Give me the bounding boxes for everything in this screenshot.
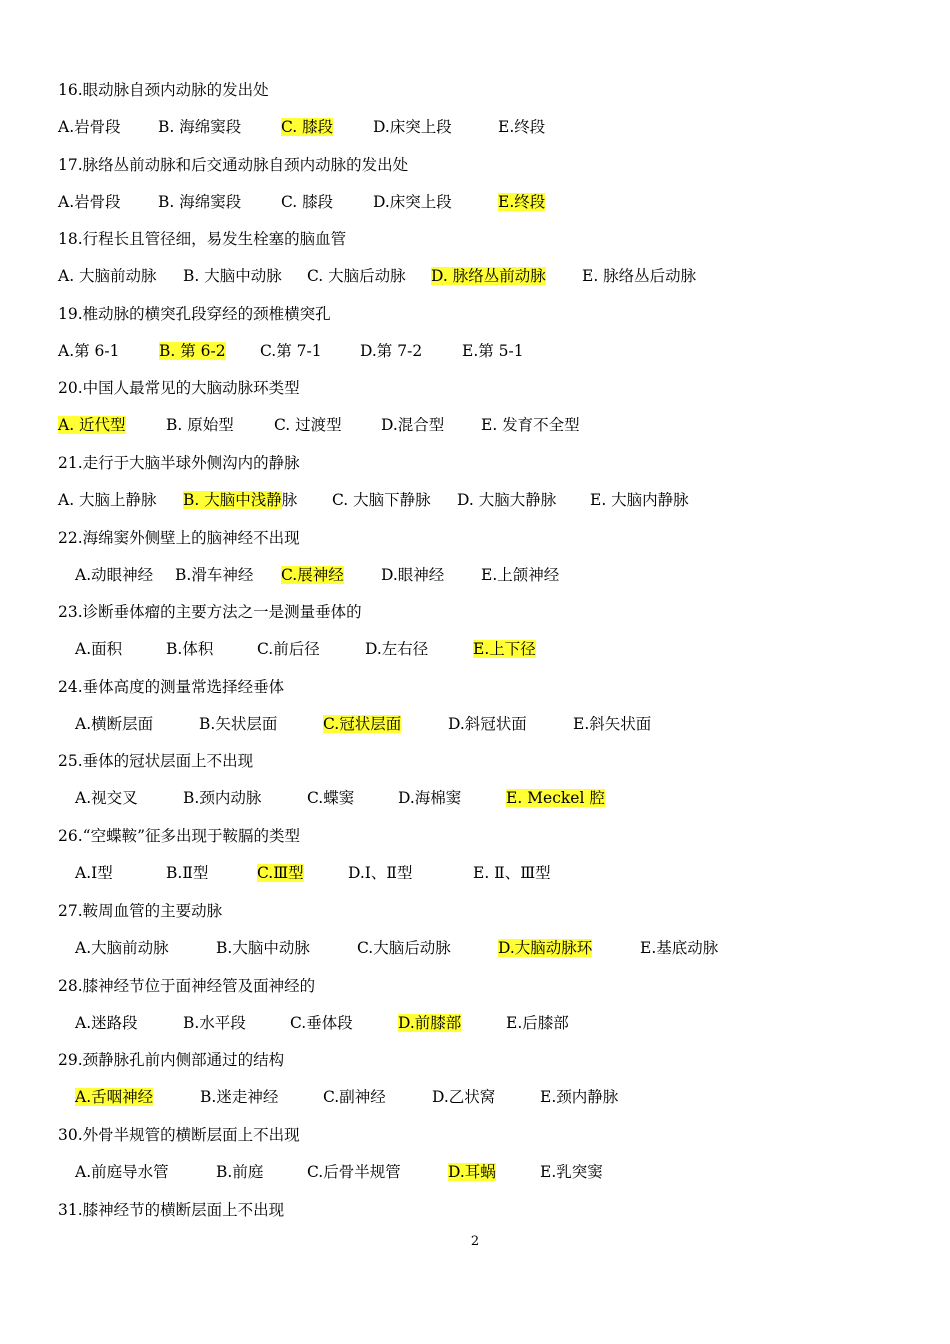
- option-text: E.后膝部: [506, 1014, 569, 1032]
- question-text: 16.眼动脉自颈内动脉的发出处: [58, 81, 269, 99]
- option: [216, 937, 310, 959]
- option-text: B. 海绵窦段: [158, 193, 242, 211]
- option-text: E.上颌神经: [481, 566, 560, 584]
- option-text: A.前庭导水管: [75, 1163, 169, 1181]
- option: [498, 191, 545, 213]
- option: [257, 862, 304, 884]
- option-row: [0, 564, 950, 586]
- answer-option-text: E.上下径: [473, 640, 536, 658]
- option: [158, 191, 241, 213]
- option: [216, 1161, 263, 1183]
- option-text: C.副神经: [323, 1088, 386, 1106]
- option: [307, 1161, 401, 1183]
- answer-option-text: B. 大脑中浅静: [183, 491, 282, 509]
- option: [75, 1012, 138, 1034]
- option-row: [0, 489, 950, 511]
- option: [582, 265, 696, 287]
- option-text: A.横断层面: [75, 715, 154, 733]
- question-text: 24.垂体高度的测量常选择经垂体: [58, 678, 285, 696]
- option-text: C.后骨半规管: [307, 1163, 401, 1181]
- option: [159, 340, 226, 362]
- option-text: A.动眼神经: [75, 566, 154, 584]
- question-text: 31.膝神经节的横断层面上不出现: [58, 1201, 285, 1219]
- option-text: B.水平段: [183, 1014, 246, 1032]
- option-text: A.迷路段: [75, 1014, 138, 1032]
- option-text: B.大脑中动脉: [216, 939, 310, 957]
- option-text: E.基底动脉: [640, 939, 719, 957]
- option-row: [0, 414, 950, 436]
- option-text: A. 大脑上静脉: [58, 491, 157, 509]
- option: [75, 1086, 153, 1108]
- option: [166, 414, 234, 436]
- option: [473, 862, 551, 884]
- option-text: D.Ⅰ、Ⅱ型: [348, 864, 413, 882]
- option-text: D.床突上段: [373, 193, 452, 211]
- option: [348, 862, 412, 884]
- option-text: C.垂体段: [290, 1014, 353, 1032]
- option: [199, 713, 277, 735]
- option: [183, 787, 261, 809]
- option: [398, 1012, 461, 1034]
- question-text: 27.鞍周血管的主要动脉: [58, 902, 223, 920]
- question-text: 22.海绵窦外侧壁上的脑神经不出现: [58, 529, 300, 547]
- option-text: D.床突上段: [373, 118, 452, 136]
- answer-option-text: C. 膝段: [281, 118, 334, 136]
- option: [360, 340, 422, 362]
- option-text: E. 大脑内静脉: [590, 491, 689, 509]
- option: [260, 340, 322, 362]
- question-text: 20.中国人最常见的大脑动脉环类型: [58, 379, 300, 397]
- option-text: B.迷走神经: [200, 1088, 279, 1106]
- question-text: 17.脉络丛前动脉和后交通动脉自颈内动脉的发出处: [58, 156, 409, 174]
- option: [281, 191, 333, 213]
- option-row: [0, 1012, 950, 1034]
- option-text: A.视交叉: [75, 789, 138, 807]
- option-text: E.颈内静脉: [540, 1088, 619, 1106]
- answer-option-text: D.前膝部: [398, 1014, 462, 1032]
- option-text: A.第 6-1: [58, 342, 120, 360]
- option-text: E.乳突窦: [540, 1163, 603, 1181]
- option-text: B. 海绵窦段: [158, 118, 242, 136]
- option: [75, 862, 113, 884]
- option: [473, 638, 536, 660]
- option-text: C. 过渡型: [274, 416, 342, 434]
- option-text: A.Ⅰ型: [75, 864, 113, 882]
- answer-option-text: D.大脑动脉环: [498, 939, 593, 957]
- option: [640, 937, 718, 959]
- question-text: 21.走行于大脑半球外侧沟内的静脉: [58, 454, 300, 472]
- option: [75, 638, 122, 660]
- option-text: D.左右径: [365, 640, 429, 658]
- option-text: B.Ⅱ型: [166, 864, 209, 882]
- option-text: A.大脑前动脉: [75, 939, 169, 957]
- option: [323, 1086, 386, 1108]
- option-text: B.滑车神经: [175, 566, 254, 584]
- option: [457, 489, 556, 511]
- option: [398, 787, 461, 809]
- option: [506, 787, 605, 809]
- option: [373, 191, 452, 213]
- option-text: D. 大脑大静脉: [457, 491, 557, 509]
- option: [373, 116, 452, 138]
- option: [540, 1161, 603, 1183]
- option: [573, 713, 651, 735]
- option: [590, 489, 689, 511]
- option-text: E. 发育不全型: [481, 416, 580, 434]
- option-row: [0, 1161, 950, 1183]
- option: [365, 638, 428, 660]
- option-row: [0, 265, 950, 287]
- option-text: B. 大脑中动脉: [183, 267, 282, 285]
- option: [448, 1161, 496, 1183]
- answer-option-text: E.终段: [498, 193, 546, 211]
- option: [498, 116, 545, 138]
- option-text: E.斜矢状面: [573, 715, 652, 733]
- option-text: D.乙状窝: [432, 1088, 496, 1106]
- option-row: [0, 638, 950, 660]
- option: [183, 1012, 246, 1034]
- option-text: A.岩骨段: [58, 193, 121, 211]
- option: [431, 265, 546, 287]
- option: [75, 1161, 169, 1183]
- option: [58, 489, 157, 511]
- option: [183, 265, 282, 287]
- question-text: 26.“空蝶鞍”征多出现于鞍膈的类型: [58, 827, 300, 845]
- option: [307, 787, 354, 809]
- option: [506, 1012, 569, 1034]
- option-text: A.岩骨段: [58, 118, 121, 136]
- option-row: [0, 116, 950, 138]
- option: [58, 414, 126, 436]
- option: [540, 1086, 618, 1108]
- option: [175, 564, 253, 586]
- option-text: C. 大脑下静脉: [332, 491, 431, 509]
- option: [58, 191, 121, 213]
- option-row: [0, 787, 950, 809]
- option: [257, 638, 320, 660]
- option-text: D.混合型: [381, 416, 445, 434]
- option-text: B. 原始型: [166, 416, 234, 434]
- option: [58, 265, 157, 287]
- option-text: B.体积: [166, 640, 214, 658]
- answer-option-text: C.展神经: [281, 566, 344, 584]
- option-row: [0, 862, 950, 884]
- option-text: B.矢状层面: [199, 715, 278, 733]
- option-text: A. 大脑前动脉: [58, 267, 157, 285]
- option: [323, 713, 401, 735]
- answer-option-text: C.Ⅲ型: [257, 864, 304, 882]
- option-text: C.第 7-1: [260, 342, 322, 360]
- option-text: D.眼神经: [381, 566, 445, 584]
- option-text: C. 膝段: [281, 193, 334, 211]
- option-row: [0, 713, 950, 735]
- option: [200, 1086, 278, 1108]
- option-row: [0, 1086, 950, 1108]
- option: [75, 713, 153, 735]
- option-text: B.前庭: [216, 1163, 264, 1181]
- option: [58, 116, 121, 138]
- option: [462, 340, 524, 362]
- option: [274, 414, 342, 436]
- option-text: C.蝶窦: [307, 789, 355, 807]
- option: [281, 116, 333, 138]
- answer-option-text: A.舌咽神经: [75, 1088, 154, 1106]
- question-text: 23.诊断垂体瘤的主要方法之一是测量垂体的: [58, 603, 362, 621]
- option: [481, 564, 559, 586]
- option: [307, 265, 406, 287]
- answer-option-text: D.耳蜗: [448, 1163, 496, 1181]
- option: [381, 414, 444, 436]
- question-text: 29.颈静脉孔前内侧部通过的结构: [58, 1051, 285, 1069]
- option-text: E.第 5-1: [462, 342, 524, 360]
- option: [183, 489, 297, 511]
- option: [332, 489, 431, 511]
- option-row: [0, 340, 950, 362]
- option: [75, 937, 169, 959]
- option-suffix: 脉: [281, 491, 298, 509]
- option-text: E. 脉络丛后动脉: [582, 267, 697, 285]
- option: [281, 564, 344, 586]
- option-text: D.第 7-2: [360, 342, 423, 360]
- option: [75, 787, 138, 809]
- answer-option-text: B. 第 6-2: [159, 342, 226, 360]
- option-text: B.颈内动脉: [183, 789, 262, 807]
- option-text: E.终段: [498, 118, 546, 136]
- option-text: D.海棉窦: [398, 789, 462, 807]
- question-text: 28.膝神经节位于面神经管及面神经的: [58, 977, 316, 995]
- option: [158, 116, 241, 138]
- option: [166, 862, 208, 884]
- option-text: A.面积: [75, 640, 123, 658]
- option-row: [0, 191, 950, 213]
- question-text: 19.椎动脉的横突孔段穿经的颈椎横突孔: [58, 305, 331, 323]
- option-text: C.前后径: [257, 640, 320, 658]
- option: [498, 937, 592, 959]
- option: [481, 414, 580, 436]
- question-text: 18.行程长且管径细，易发生栓塞的脑血管: [58, 230, 347, 248]
- option-text: C.大脑后动脉: [357, 939, 451, 957]
- answer-option-text: D. 脉络丛前动脉: [431, 267, 546, 285]
- answer-option-text: C.冠状层面: [323, 715, 402, 733]
- option: [75, 564, 153, 586]
- option: [166, 638, 213, 660]
- option-text: D.斜冠状面: [448, 715, 527, 733]
- option-row: [0, 937, 950, 959]
- page-number: 2: [470, 1234, 480, 1249]
- answer-option-text: E. Meckel 腔: [506, 789, 605, 807]
- option: [58, 340, 120, 362]
- option: [432, 1086, 495, 1108]
- option: [381, 564, 444, 586]
- option: [290, 1012, 353, 1034]
- question-text: 30.外骨半规管的横断层面上不出现: [58, 1126, 300, 1144]
- option-text: E. Ⅱ、Ⅲ型: [473, 864, 551, 882]
- answer-option-text: A. 近代型: [58, 416, 126, 434]
- option-text: C. 大脑后动脉: [307, 267, 406, 285]
- option: [448, 713, 527, 735]
- option: [357, 937, 451, 959]
- question-text: 25.垂体的冠状层面上不出现: [58, 752, 254, 770]
